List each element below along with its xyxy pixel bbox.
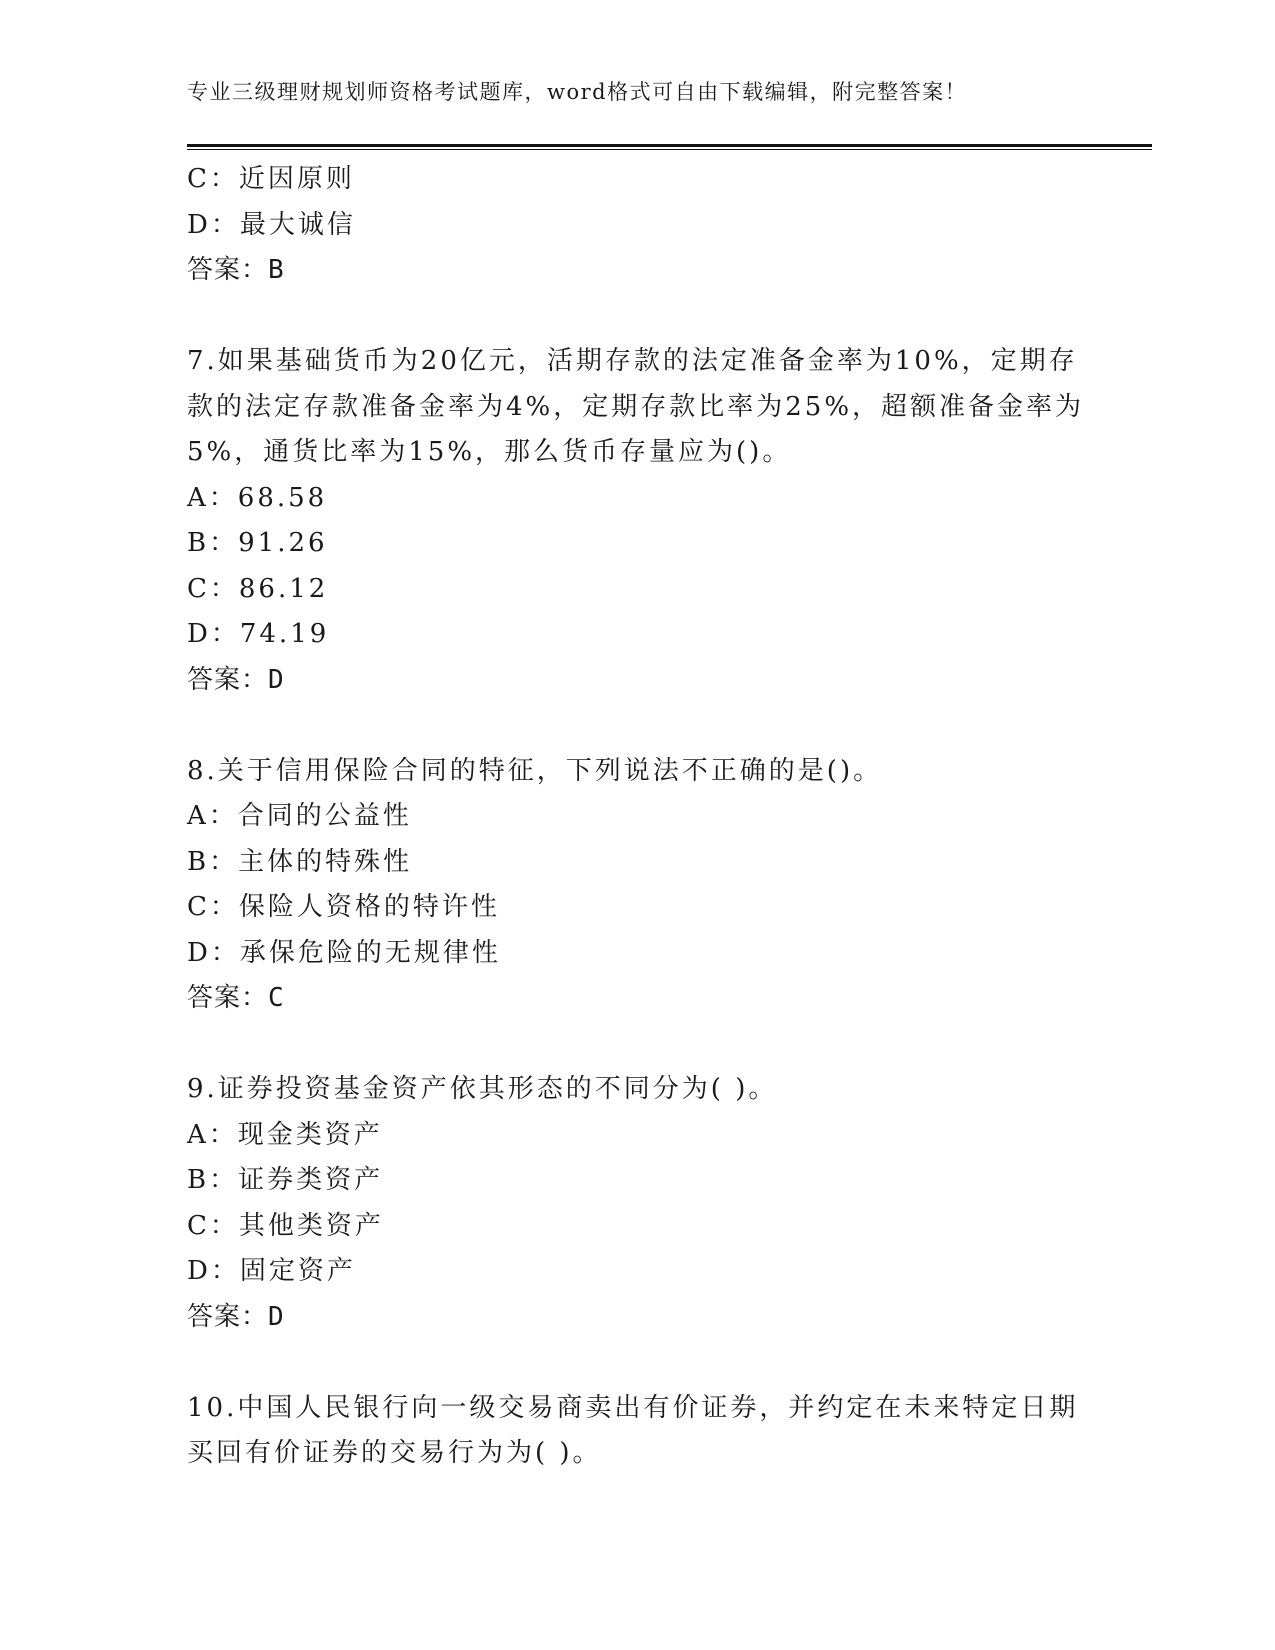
page-header: 专业三级理财规划师资格考试题库，word格式可自由下载编辑，附完整答案！ bbox=[187, 80, 968, 104]
answer-line: 答案：D bbox=[187, 1301, 285, 1332]
question-block bbox=[187, 749, 1087, 1022]
option-line: D：74.19 bbox=[187, 619, 330, 649]
option-line: A：68.58 bbox=[187, 482, 328, 513]
option-line: B：91.26 bbox=[187, 528, 328, 558]
option-line: D：承保危险的无规律性 bbox=[187, 937, 501, 968]
option-line: C：86.12 bbox=[187, 573, 329, 604]
option-line: C：其他类资产 bbox=[187, 1210, 384, 1241]
document-body bbox=[187, 157, 1087, 1477]
option-line: B：证券类资产 bbox=[187, 1165, 384, 1195]
header-divider bbox=[187, 144, 1152, 150]
answer-line: 答案：D bbox=[187, 664, 285, 695]
option-line: C：保险人资格的特许性 bbox=[187, 892, 500, 922]
question-text: 10.中国人民银行向一级交易商卖出有价证券，并约定在未来特定日期 bbox=[187, 1392, 1079, 1423]
question-text: 买回有价证券的交易行为为( )。 bbox=[187, 1438, 602, 1468]
option-line: D：最大诚信 bbox=[187, 209, 356, 240]
question-text: 5%，通货比率为15%，那么货币存量应为()。 bbox=[187, 437, 792, 467]
answer-line: 答案：C bbox=[187, 983, 285, 1013]
question-block bbox=[187, 339, 1087, 703]
question-text: 7.如果基础货币为20亿元，活期存款的法定准备金率为10%，定期存 bbox=[187, 346, 1078, 376]
option-line: C：近因原则 bbox=[187, 164, 355, 194]
option-line: A：合同的公益性 bbox=[187, 801, 412, 831]
question-text: 款的法定存款准备金率为4%，定期存款比率为25%，超额准备金率为 bbox=[187, 391, 1085, 422]
option-line: D：固定资产 bbox=[187, 1256, 356, 1286]
answer-line: 答案：B bbox=[187, 255, 285, 285]
question-text: 8.关于信用保险合同的特征，下列说法不正确的是()。 bbox=[187, 755, 883, 786]
question-block bbox=[187, 1386, 1087, 1477]
question-text: 9.证券投资基金资产依其形态的不同分为( )。 bbox=[187, 1074, 778, 1104]
option-line: A：现金类资产 bbox=[187, 1119, 383, 1150]
question-block bbox=[187, 1067, 1087, 1340]
option-line: B：主体的特殊性 bbox=[187, 846, 413, 877]
